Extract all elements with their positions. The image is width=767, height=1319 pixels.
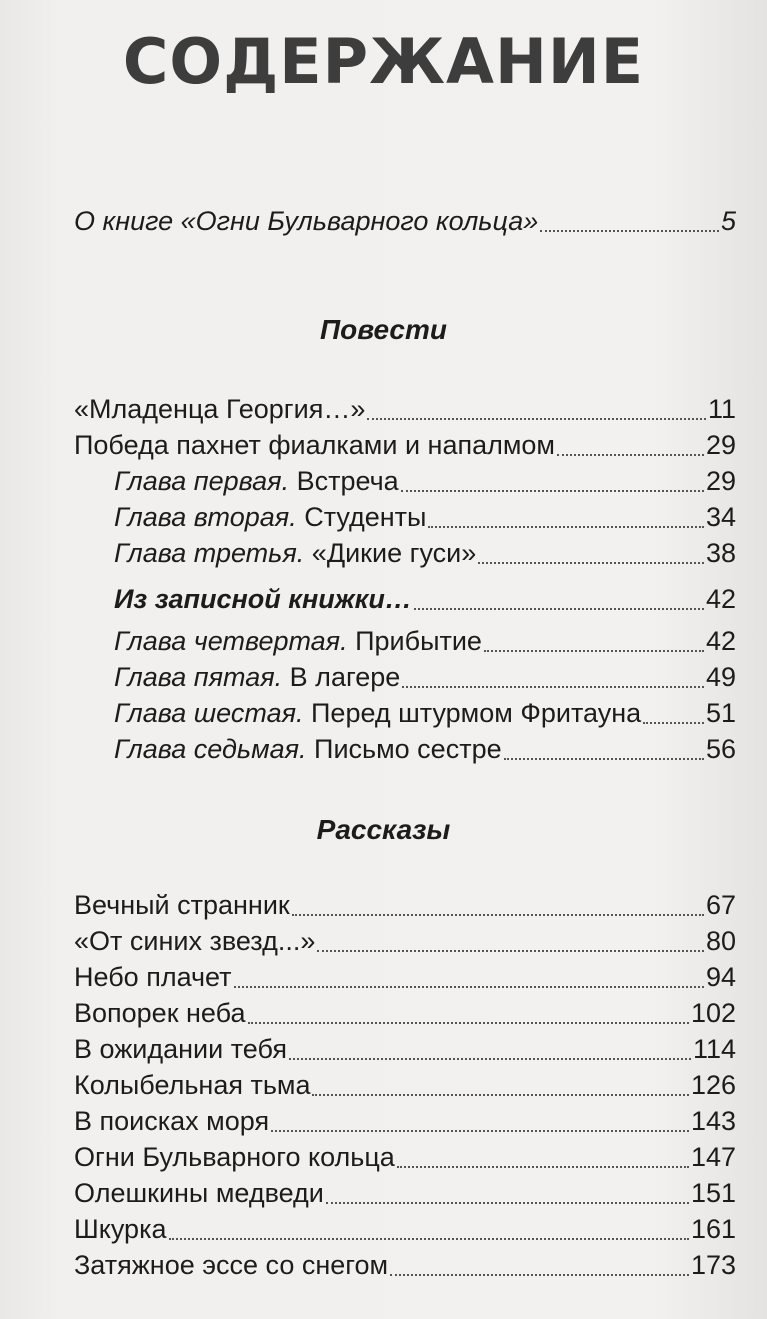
toc-entry-text: Вопорек неба [74, 998, 246, 1028]
dot-leader [540, 230, 719, 232]
toc-entry-page: 173 [690, 1250, 736, 1280]
toc-entry [74, 1176, 736, 1210]
toc-entry [74, 1068, 736, 1102]
toc-entry-page: 67 [705, 890, 736, 920]
toc-entry-text: В поисках моря [74, 1106, 270, 1136]
chapter-title: Студенты [296, 502, 427, 532]
dot-leader [484, 650, 704, 652]
dot-leader [478, 562, 704, 564]
toc-entry-text: Из записной книжки… [114, 584, 412, 614]
toc-chapter-entry [114, 732, 736, 766]
chapter-number: Глава седьмая. [114, 734, 307, 764]
toc-entry-text: О книге «Огни Бульварного кольца» [74, 206, 539, 236]
chapter-number: Глава четвертая. [114, 626, 348, 656]
dot-leader [557, 454, 704, 456]
dot-leader [504, 758, 704, 760]
dot-leader [169, 1238, 689, 1240]
page-title: СОДЕРЖАНИЕ [122, 25, 645, 98]
section-heading-rasskazy: Рассказы [316, 814, 451, 845]
toc-entry-page: 5 [720, 206, 736, 236]
toc-entry [74, 1140, 736, 1174]
dot-leader [289, 1058, 691, 1060]
toc-entry-text: Колыбельная тьма [74, 1070, 311, 1100]
toc-entry-text: «От синих звезд...» [74, 926, 316, 956]
toc-entry [74, 1032, 736, 1066]
toc-chapter-entry [114, 464, 736, 498]
toc-entry [74, 888, 736, 922]
dot-leader [390, 1274, 689, 1276]
toc-entry-page: 102 [690, 998, 736, 1028]
toc-entry-page: 94 [705, 962, 736, 992]
dot-leader [401, 490, 704, 492]
toc-entry-text: Небо плачет [74, 962, 232, 992]
toc-entry-page: 126 [690, 1070, 736, 1100]
toc-entry-page: 80 [705, 926, 736, 956]
chapter-number: Глава первая. [114, 466, 290, 496]
chapter-number: Глава пятая. [114, 662, 283, 692]
toc-entry-page: 49 [705, 662, 736, 692]
toc-chapter-entry [114, 660, 736, 694]
toc-entry-page: 29 [705, 466, 736, 496]
toc-entry-text: Огни Бульварного кольца [74, 1142, 395, 1172]
toc-entry [74, 960, 736, 994]
toc-entry-page: 114 [692, 1034, 736, 1064]
dot-leader [414, 608, 704, 610]
toc-chapter-entry [114, 696, 736, 730]
toc-entry-page: 143 [690, 1106, 736, 1136]
toc-entry-text [114, 732, 502, 766]
toc-entry-page: 151 [690, 1178, 736, 1208]
dot-leader [234, 986, 704, 988]
toc-entry-page: 51 [705, 698, 736, 728]
toc-subsection-entry [114, 582, 736, 616]
toc-chapter-entry [114, 500, 736, 534]
toc-entry-page: 161 [690, 1214, 736, 1244]
chapter-title: Прибытие [347, 626, 482, 656]
dot-leader [643, 722, 704, 724]
toc-entry-intro [74, 204, 736, 238]
chapter-number: Глава шестая. [114, 698, 304, 728]
toc-chapter-entry [114, 536, 736, 570]
toc-entry [74, 924, 736, 958]
toc-entry-text [114, 660, 400, 694]
chapter-title: «Дикие гуси» [304, 538, 477, 568]
toc-entry-text: Вечный странник [74, 890, 290, 920]
toc-entry [74, 1104, 736, 1138]
chapter-title: Письмо сестре [306, 734, 502, 764]
dot-leader [317, 950, 704, 952]
toc-entry-page: 34 [705, 502, 736, 532]
dot-leader [312, 1094, 688, 1096]
toc-entry-page: 29 [705, 430, 736, 460]
dot-leader [428, 526, 704, 528]
chapter-number: Глава третья. [114, 538, 305, 568]
toc-entry-text [114, 624, 482, 658]
toc-entry-text: Олешкины медведи [74, 1178, 324, 1208]
toc-entry-text [114, 464, 399, 498]
toc-entry-text: Победа пахнет фиалками и напалмом [74, 430, 555, 460]
toc-entry [74, 1248, 736, 1282]
toc-entry-page: 42 [705, 626, 736, 656]
toc-entry-page: 38 [705, 538, 736, 568]
toc-entry-text [114, 500, 426, 534]
toc-entry [74, 1212, 736, 1246]
toc-entry [74, 428, 736, 462]
toc-entry-page: 42 [705, 584, 736, 614]
dot-leader [367, 418, 706, 420]
dot-leader [326, 1202, 689, 1204]
toc-entry-text [114, 536, 476, 570]
toc-entry-text [114, 696, 641, 730]
dot-leader [292, 914, 704, 916]
dot-leader [271, 1130, 689, 1132]
toc-entry-text: Затяжное эссе со снегом [74, 1250, 389, 1280]
toc-chapter-entry [114, 624, 736, 658]
toc-entry [74, 996, 736, 1030]
toc-entry-text: Шкурка [74, 1214, 167, 1244]
toc-entry-page: 147 [690, 1142, 736, 1172]
dot-leader [248, 1022, 689, 1024]
chapter-title: Встреча [289, 466, 399, 496]
toc-entry-page: 56 [705, 734, 736, 764]
toc-entry-text: В ожидании тебя [74, 1034, 287, 1064]
toc-entry-page: 11 [707, 394, 736, 424]
chapter-number: Глава вторая. [114, 502, 297, 532]
section-heading-povesti: Повести [320, 314, 447, 345]
dot-leader [397, 1166, 689, 1168]
toc-entry-text: «Младенца Георгия…» [74, 394, 366, 424]
chapter-title: Перед штурмом Фритауна [303, 698, 642, 728]
toc-entry [74, 392, 736, 426]
chapter-title: В лагере [282, 662, 401, 692]
dot-leader [402, 686, 704, 688]
